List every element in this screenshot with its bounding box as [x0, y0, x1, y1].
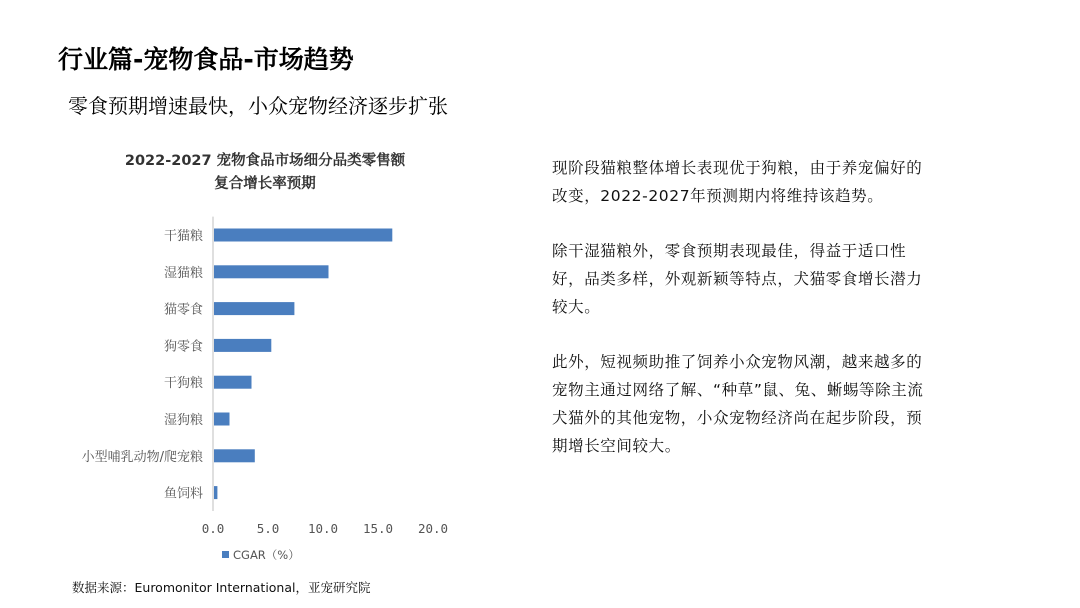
category-label: 干狗粮 — [163, 376, 203, 392]
bar — [214, 265, 329, 278]
bar — [214, 413, 230, 426]
category-label: 小型哺乳动物/爬宠粮 — [81, 449, 203, 465]
category-label: 鱼饲料 — [163, 486, 203, 502]
category-label: 湿猫粮 — [163, 265, 203, 281]
x-tick-label: 5.0 — [256, 521, 280, 536]
bar — [214, 302, 294, 315]
chart-title-line-2: 复合增长率预期 — [214, 176, 316, 192]
chart-title-line-1: 2022-2027 宠物食品市场细分品类零售额 — [124, 153, 406, 169]
bar — [214, 486, 217, 499]
x-tick-label: 20.0 — [417, 521, 449, 536]
x-tick-label: 10.0 — [307, 521, 339, 536]
page-subtitle: 零食预期增速最快，小众宠物经济逐步扩张 — [68, 94, 448, 118]
x-tick-label: 15.0 — [362, 521, 394, 536]
category-label: 猫零食 — [163, 302, 203, 318]
legend-swatch — [222, 551, 229, 558]
paragraph-2: 除干湿猫粮外，零食预期表现最佳，得益于适口性好，品类多样，外观新颖等特点，犬猫零食增长潜力较大。 — [552, 242, 923, 316]
page-title: 行业篇-宠物食品-市场趋势 — [58, 45, 354, 74]
category-label: 湿狗粮 — [163, 413, 203, 428]
bar — [214, 339, 271, 352]
category-label: 狗零食 — [163, 339, 203, 355]
text-column — [552, 154, 932, 487]
bar — [214, 449, 255, 462]
legend-label: CGAR（%） — [233, 548, 300, 562]
x-tick-label: 0.0 — [201, 521, 225, 536]
source-note: 数据来源：Euromonitor International，亚宠研究院 — [72, 580, 371, 595]
bar — [214, 229, 392, 242]
paragraph-1: 现阶段猫粮整体增长表现优于狗粮，由于养宠偏好的改变，2022-2027年预测期内将维持该趋势。 — [552, 159, 923, 205]
category-label: 干猫粮 — [163, 229, 203, 244]
bar — [214, 376, 252, 389]
paragraph-3: 此外，短视频助推了饲养小众宠物风潮，越来越多的宠物主通过网络了解、“种草”鼠、兔、蜥蜴等除主流犬猫外的其他宠物，小众宠物经济尚在起步阶段，预期增长空间较大。 — [552, 353, 924, 455]
